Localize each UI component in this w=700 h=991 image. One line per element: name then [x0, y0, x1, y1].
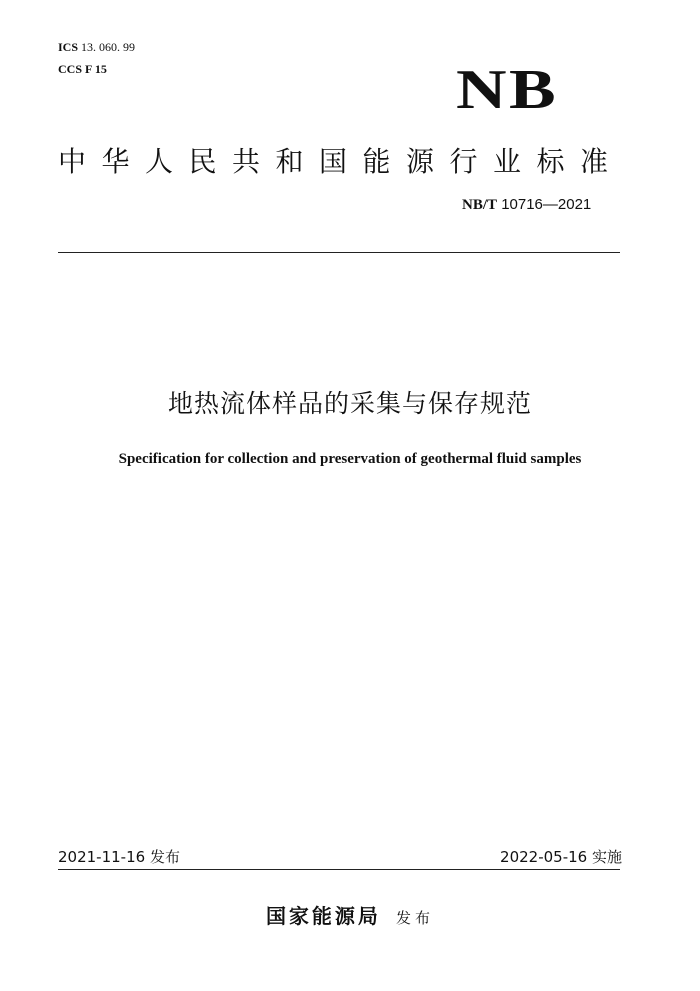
nb-logo: NB [456, 59, 559, 121]
ccs-value: F 15 [85, 62, 107, 76]
publisher-line [0, 900, 700, 929]
implementation-date: 2022-05-16 实施 [500, 848, 622, 866]
standard-number-value: 10716—2021 [501, 196, 592, 213]
bottom-divider [58, 869, 620, 870]
ics-label: ICS [58, 40, 79, 54]
ccs-label: CCS [58, 62, 83, 76]
document-title-english: Specification for collection and preservation of geothermal fluid samples [118, 451, 582, 467]
publisher-name: 国家能源局 [265, 904, 381, 928]
top-divider [58, 252, 620, 253]
standard-prefix: NB/T [462, 197, 498, 213]
ccs-code [58, 62, 107, 77]
ics-value: 13. 060. 99 [81, 40, 136, 54]
standard-number [462, 196, 591, 214]
publish-action: 发布 [396, 909, 435, 927]
document-title-chinese: 地热流体样品的采集与保存规范 [167, 389, 532, 418]
organization-title: 中华人民共和国能源行业标准 [58, 145, 624, 178]
ics-code [58, 40, 135, 55]
issue-date: 2021-11-16 发布 [58, 848, 180, 866]
